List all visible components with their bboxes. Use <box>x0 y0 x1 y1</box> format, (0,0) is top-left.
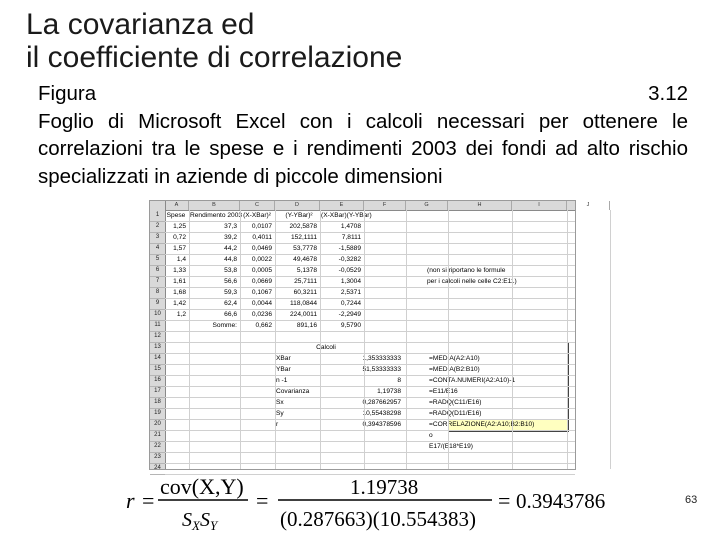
extra-formula[interactable]: E17/(E18*E19) <box>429 443 473 450</box>
table-cell[interactable]: 1,4 <box>176 256 186 263</box>
note-line-1[interactable]: (non si riportano le formule <box>427 267 506 274</box>
gridline-v <box>567 210 568 469</box>
formula-lhs: r <box>126 488 135 513</box>
denominator-value: (0.287663)(10.554383) <box>280 507 476 531</box>
extra-formula-or[interactable]: o <box>429 432 433 439</box>
gridline-h <box>165 364 575 365</box>
header-xbar-sq[interactable]: (X-XBar)² <box>243 212 271 219</box>
slide-title-line2: il coefficiente di correlazione <box>26 41 403 74</box>
figure-caption-text: Foglio di Microsoft Excel con i calcoli necessari per ottenere le correlazioni tra le spese e i rendimenti 2003 dei fondi ad alto rischio specializzati in aziende di piccole dimensioni <box>38 109 688 188</box>
row-header-7[interactable]: 7 <box>150 276 165 288</box>
calc-title[interactable]: Calcoli <box>316 344 336 351</box>
table-cell[interactable]: 37,3 <box>224 223 237 230</box>
gridline-v <box>512 210 513 469</box>
table-cell[interactable]: 53,8 <box>224 267 237 274</box>
column-header-c[interactable]: C <box>240 201 275 210</box>
row-header-3[interactable]: 3 <box>150 232 165 244</box>
table-cell[interactable]: -0,0529 <box>338 267 361 274</box>
gridline-h <box>165 298 575 299</box>
table-cell[interactable]: 0,72 <box>173 234 186 241</box>
gridline-h <box>165 430 575 431</box>
column-header-e[interactable]: E <box>320 201 364 210</box>
gridline-h <box>165 463 575 464</box>
table-cell[interactable]: -1,5889 <box>338 245 361 252</box>
calc-formula[interactable]: =MEDIA(A2:A10) <box>429 355 480 362</box>
table-cell[interactable]: 49,4678 <box>293 256 317 263</box>
row-header-18[interactable]: 18 <box>150 397 165 409</box>
gridline-h <box>165 265 575 266</box>
row-header-6[interactable]: 6 <box>150 265 165 277</box>
gridline-h <box>165 243 575 244</box>
calc-formula[interactable]: =MEDIA(B2:B10) <box>429 366 480 373</box>
calc-value[interactable]: 1,353333333 <box>362 355 401 362</box>
column-header-d[interactable]: D <box>275 201 320 210</box>
gridline-h <box>165 397 575 398</box>
table-cell[interactable]: 44,8 <box>224 256 237 263</box>
row-header-17[interactable]: 17 <box>150 386 165 398</box>
page-number: 63 <box>685 494 698 506</box>
row-header-2[interactable]: 2 <box>150 221 165 233</box>
calc-label[interactable]: r <box>276 421 279 428</box>
row-header-22[interactable]: 22 <box>150 441 165 453</box>
figure-caption <box>38 80 688 190</box>
calc-value[interactable]: 1,19738 <box>377 388 401 395</box>
table-cell[interactable]: 0,7244 <box>340 300 361 307</box>
column-header-a[interactable]: A <box>165 201 189 210</box>
gridline-v <box>448 210 449 469</box>
gridline-v <box>240 210 241 469</box>
gridline-h <box>165 276 575 277</box>
gridline-h <box>165 441 575 442</box>
calc-formula[interactable]: =RADQ(C11/E16) <box>429 399 482 406</box>
table-cell[interactable]: 59,3 <box>224 289 237 296</box>
gridline-h <box>165 254 575 255</box>
gridline-h <box>165 353 575 354</box>
row-header-21[interactable]: 21 <box>150 430 165 442</box>
table-cell[interactable]: 0,0022 <box>251 256 272 263</box>
table-cell[interactable]: 0,0005 <box>251 267 272 274</box>
column-header-g[interactable]: G <box>406 201 448 210</box>
calc-value[interactable]: 51,53333333 <box>362 366 401 373</box>
gridline-h <box>165 221 575 222</box>
slide-title <box>26 8 402 74</box>
gridline-h <box>165 452 575 453</box>
table-cell[interactable]: 152,1111 <box>290 234 317 241</box>
equals-sign-3: = <box>498 488 511 513</box>
gridline-v <box>406 210 407 469</box>
row-header-14[interactable]: 14 <box>150 353 165 365</box>
table-cell[interactable]: 118,0844 <box>289 300 317 307</box>
gridline-v <box>610 210 611 469</box>
table-cell[interactable]: 1,61 <box>173 278 186 285</box>
table-cell[interactable]: 0,0107 <box>251 223 272 230</box>
formula-result: 0.3943786 <box>516 489 606 513</box>
table-cell[interactable]: 2,5371 <box>340 289 361 296</box>
gridline-h <box>165 342 575 343</box>
table-cell[interactable]: 62,4 <box>224 300 237 307</box>
table-cell[interactable]: -0,3282 <box>338 256 361 263</box>
gridline-h <box>165 419 575 420</box>
table-cell[interactable]: 0,0044 <box>251 300 272 307</box>
gridline-h <box>165 320 575 321</box>
table-cell[interactable]: 1,57 <box>173 245 186 252</box>
row-header-10[interactable]: 10 <box>150 309 165 321</box>
calc-value[interactable]: 8 <box>397 377 401 384</box>
column-header-i[interactable]: I <box>512 201 567 210</box>
row-header-23[interactable]: 23 <box>150 452 165 464</box>
row-header-bar <box>150 201 166 469</box>
row-header-1[interactable]: 1 <box>150 210 165 222</box>
table-cell[interactable]: 5,1378 <box>296 267 317 274</box>
calc-formula[interactable]: =CORRELAZIONE(A2:A10;B2:B10) <box>429 421 535 428</box>
gridline-h <box>165 386 575 387</box>
row-header-13[interactable]: 13 <box>150 342 165 354</box>
calc-value[interactable]: 0,394378596 <box>362 421 401 428</box>
gridline-h <box>165 331 575 332</box>
table-cell[interactable]: 66,6 <box>224 311 237 318</box>
equals-sign-2: = <box>256 488 269 513</box>
row-header-15[interactable]: 15 <box>150 364 165 376</box>
table-cell[interactable]: 1,68 <box>173 289 186 296</box>
row-header-24[interactable]: 24 <box>150 463 165 475</box>
table-cell[interactable]: 56,6 <box>224 278 237 285</box>
gridline-h <box>165 375 575 376</box>
sum-e[interactable]: 9,5790 <box>340 322 361 329</box>
row-header-16[interactable]: 16 <box>150 375 165 387</box>
table-cell[interactable]: 1,2 <box>176 311 186 318</box>
sum-d[interactable]: 891,16 <box>296 322 317 329</box>
calc-formula[interactable]: =RADQ(D11/E16) <box>429 410 482 417</box>
figure-label: Figura <box>38 82 97 105</box>
table-cell[interactable]: 0,0469 <box>251 245 272 252</box>
numerator-value: 1.19738 <box>350 475 419 499</box>
table-cell[interactable]: 39,2 <box>224 234 237 241</box>
calc-label[interactable]: Covarianza <box>276 388 310 395</box>
row-header-9[interactable]: 9 <box>150 298 165 310</box>
calc-label[interactable]: XBar <box>276 355 291 362</box>
table-cell[interactable]: 1,3004 <box>340 278 361 285</box>
table-cell[interactable]: 1,25 <box>173 223 186 230</box>
table-cell[interactable]: -2,2949 <box>338 311 361 318</box>
header-ybar-sq[interactable]: (Y-YBar)² <box>285 212 313 219</box>
row-header-11[interactable]: 11 <box>150 320 165 332</box>
row-header-12[interactable]: 12 <box>150 331 165 343</box>
column-header-j[interactable]: J <box>567 201 610 210</box>
row-header-19[interactable]: 19 <box>150 408 165 420</box>
formula-cov: cov(X,Y) <box>160 474 244 499</box>
correlation-formula <box>120 470 620 532</box>
table-cell[interactable]: 7,8111 <box>341 234 361 241</box>
slide-title-line1: La covarianza ed <box>26 8 255 41</box>
calc-formula[interactable]: =E11/E16 <box>429 388 458 395</box>
row-header-20[interactable]: 20 <box>150 419 165 431</box>
table-cell[interactable]: 1,33 <box>173 267 186 274</box>
column-header-h[interactable]: H <box>448 201 512 210</box>
table-cell[interactable]: 44,2 <box>224 245 237 252</box>
table-cell[interactable]: 25,7111 <box>294 278 317 285</box>
sum-c[interactable]: 0,662 <box>255 322 272 329</box>
calc-label[interactable]: Sx <box>276 399 284 406</box>
calc-formula[interactable]: =CONTA.NUMERI(A2:A10)-1 <box>429 377 516 384</box>
sums-label[interactable]: Somme: <box>212 322 237 329</box>
excel-spreadsheet <box>149 200 590 471</box>
row-header-5[interactable]: 5 <box>150 254 165 266</box>
column-header-b[interactable]: B <box>189 201 240 210</box>
row-header-4[interactable]: 4 <box>150 243 165 255</box>
formula-denominator-symbol: $S_XS_Y$ <box>182 509 218 533</box>
gridline-v <box>320 210 321 469</box>
table-cell[interactable]: 60,3211 <box>293 289 317 296</box>
gridline-v <box>189 210 190 469</box>
column-header-f[interactable]: F <box>364 201 406 210</box>
equals-sign-1: = <box>142 488 155 513</box>
note-line-2[interactable]: per i calcoli nelle celle C2:E11) <box>427 278 517 285</box>
calc-value[interactable]: 10,55438298 <box>362 410 401 417</box>
table-cell[interactable]: 224,0011 <box>289 311 317 318</box>
table-cell[interactable]: 1,42 <box>173 300 186 307</box>
gridline-v <box>275 210 276 469</box>
calc-value[interactable]: 0,287662957 <box>362 399 401 406</box>
figure-number: 3.12 <box>648 82 688 105</box>
calc-label[interactable]: YBar <box>276 366 291 373</box>
header-spese[interactable]: Spese <box>166 212 186 219</box>
gridline-h <box>165 287 575 288</box>
table-cell[interactable]: 0,4011 <box>252 234 272 241</box>
table-cell[interactable]: 202,5878 <box>289 223 317 230</box>
header-xy[interactable]: (X-XBar)(Y-YBar) <box>321 212 372 219</box>
gridline-v <box>364 210 365 469</box>
table-cell[interactable]: 0,0236 <box>251 311 272 318</box>
table-cell[interactable]: 0,0669 <box>251 278 272 285</box>
gridline-h <box>165 408 575 409</box>
gridline-h <box>165 232 575 233</box>
table-cell[interactable]: 1,4708 <box>340 223 361 230</box>
gridline-h <box>165 309 575 310</box>
header-rendimento[interactable]: Rendimento 2003 <box>190 212 243 219</box>
table-cell[interactable]: 53,7778 <box>293 245 317 252</box>
row-header-8[interactable]: 8 <box>150 287 165 299</box>
calc-label[interactable]: Sy <box>276 410 284 417</box>
table-cell[interactable]: 0,1067 <box>251 289 272 296</box>
calc-label[interactable]: n -1 <box>276 377 288 384</box>
